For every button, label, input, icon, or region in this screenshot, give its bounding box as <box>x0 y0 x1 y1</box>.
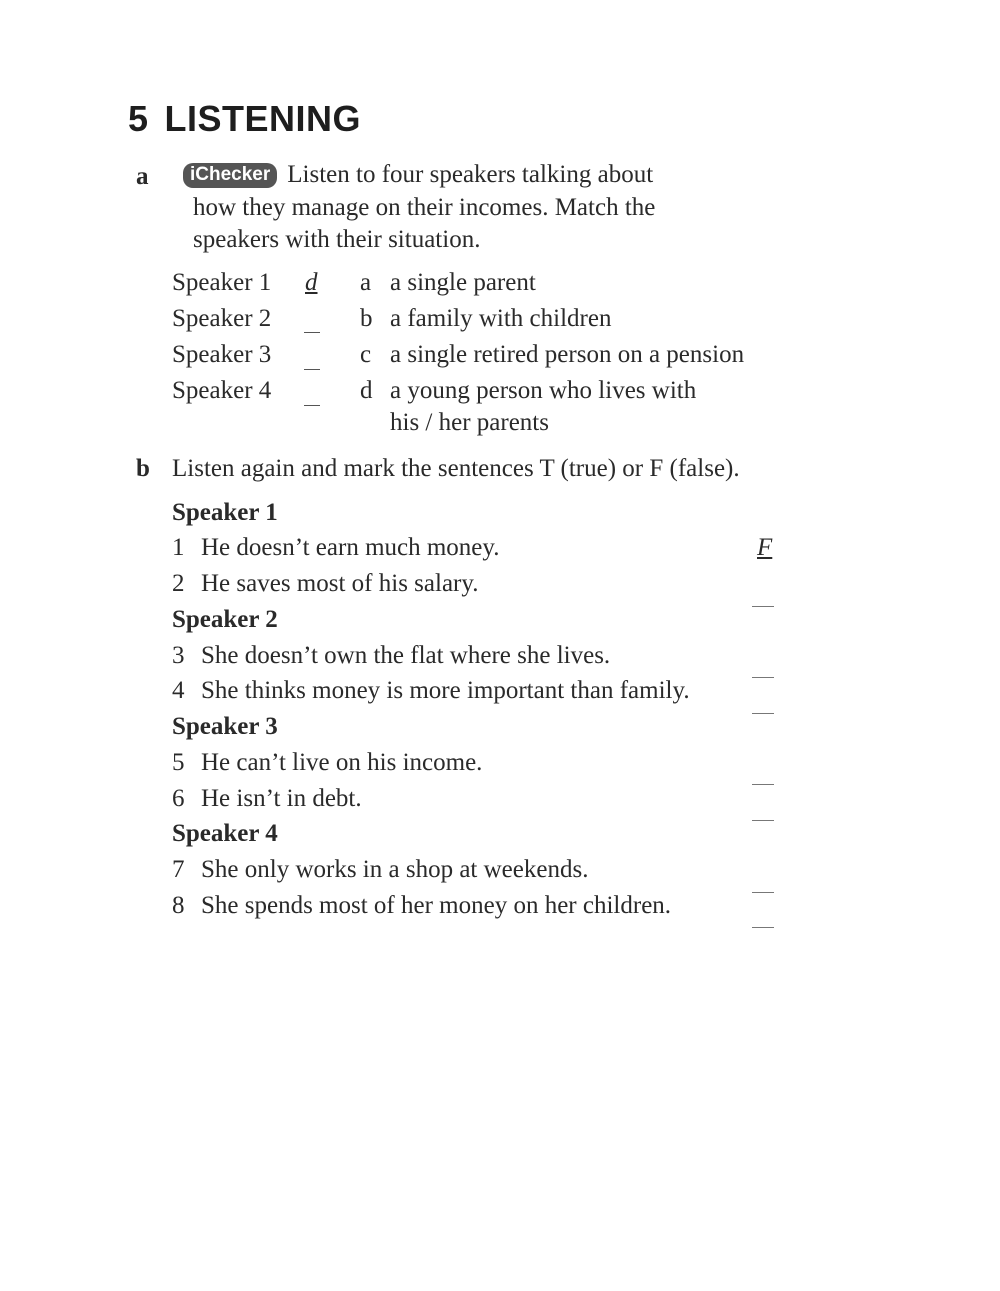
statement-8-number: 8 <box>172 892 185 919</box>
option-d-text: a young person who lives with <box>390 377 697 404</box>
statement-2-text: He saves most of his salary. <box>201 570 479 597</box>
option-d-text-cont: his / her parents <box>390 409 549 436</box>
statement-2-answer[interactable] <box>752 594 774 612</box>
section-number: 5 <box>128 98 149 139</box>
option-d-letter: d <box>360 377 373 404</box>
statement-7-number: 7 <box>172 856 185 883</box>
statement-1-answer[interactable]: F <box>757 534 773 561</box>
option-c-letter: c <box>360 341 372 368</box>
match-speaker-2: Speaker 2 <box>172 305 272 332</box>
statement-8-text: She spends most of her money on her children. <box>201 892 672 919</box>
statement-5-text: He can’t live on his income. <box>201 749 483 776</box>
option-c-text: a single retired person on a pension <box>390 341 745 368</box>
statement-6-answer[interactable] <box>752 808 774 826</box>
option-a-letter: a <box>360 269 372 296</box>
statement-8-answer[interactable] <box>752 915 774 933</box>
statement-6-text: He isn’t in debt. <box>201 785 362 812</box>
statement-5-answer[interactable] <box>752 772 774 790</box>
section-title <box>128 98 361 140</box>
statement-3-text: She doesn’t own the flat where she lives. <box>201 642 611 669</box>
match-answer-4[interactable] <box>304 396 320 414</box>
option-a-text: a single parent <box>390 269 536 296</box>
match-answer-2[interactable] <box>304 323 320 341</box>
part-a-letter: a <box>136 163 149 190</box>
group-speaker-1: Speaker 1 <box>172 499 278 526</box>
match-answer-3[interactable] <box>304 360 320 378</box>
section-heading: LISTENING <box>164 98 362 139</box>
match-speaker-3: Speaker 3 <box>172 341 272 368</box>
statement-4-number: 4 <box>172 677 185 704</box>
option-b-letter: b <box>360 305 373 332</box>
statement-3-number: 3 <box>172 642 185 669</box>
group-speaker-3: Speaker 3 <box>172 713 278 740</box>
part-b-letter: b <box>136 455 150 482</box>
statement-2-number: 2 <box>172 570 185 597</box>
statement-3-answer[interactable] <box>752 665 774 683</box>
match-answer-1[interactable]: d <box>305 269 318 296</box>
group-speaker-4: Speaker 4 <box>172 820 278 847</box>
statement-7-text: She only works in a shop at weekends. <box>201 856 589 883</box>
statement-5-number: 5 <box>172 749 185 776</box>
statement-7-answer[interactable] <box>752 880 774 898</box>
statement-1-text: He doesn’t earn much money. <box>201 534 500 561</box>
statement-4-text: She thinks money is more important than family. <box>201 677 690 704</box>
group-speaker-2: Speaker 2 <box>172 606 278 633</box>
statement-6-number: 6 <box>172 785 185 812</box>
part-a-instruction-line1 <box>183 161 653 190</box>
match-speaker-4: Speaker 4 <box>172 377 272 404</box>
part-b-instruction: Listen again and mark the sentences T (true) or F (false). <box>172 455 740 482</box>
option-b-text: a family with children <box>390 305 612 332</box>
part-a-instruction-line2: how they manage on their incomes. Match the <box>193 194 656 221</box>
instruction-text: Listen to four speakers talking about <box>287 161 654 188</box>
statement-4-answer[interactable] <box>752 701 774 719</box>
match-speaker-1: Speaker 1 <box>172 269 272 296</box>
ichecker-badge[interactable]: iChecker <box>183 163 277 188</box>
part-a-instruction-line3: speakers with their situation. <box>193 226 481 253</box>
statement-1-number: 1 <box>172 534 185 561</box>
